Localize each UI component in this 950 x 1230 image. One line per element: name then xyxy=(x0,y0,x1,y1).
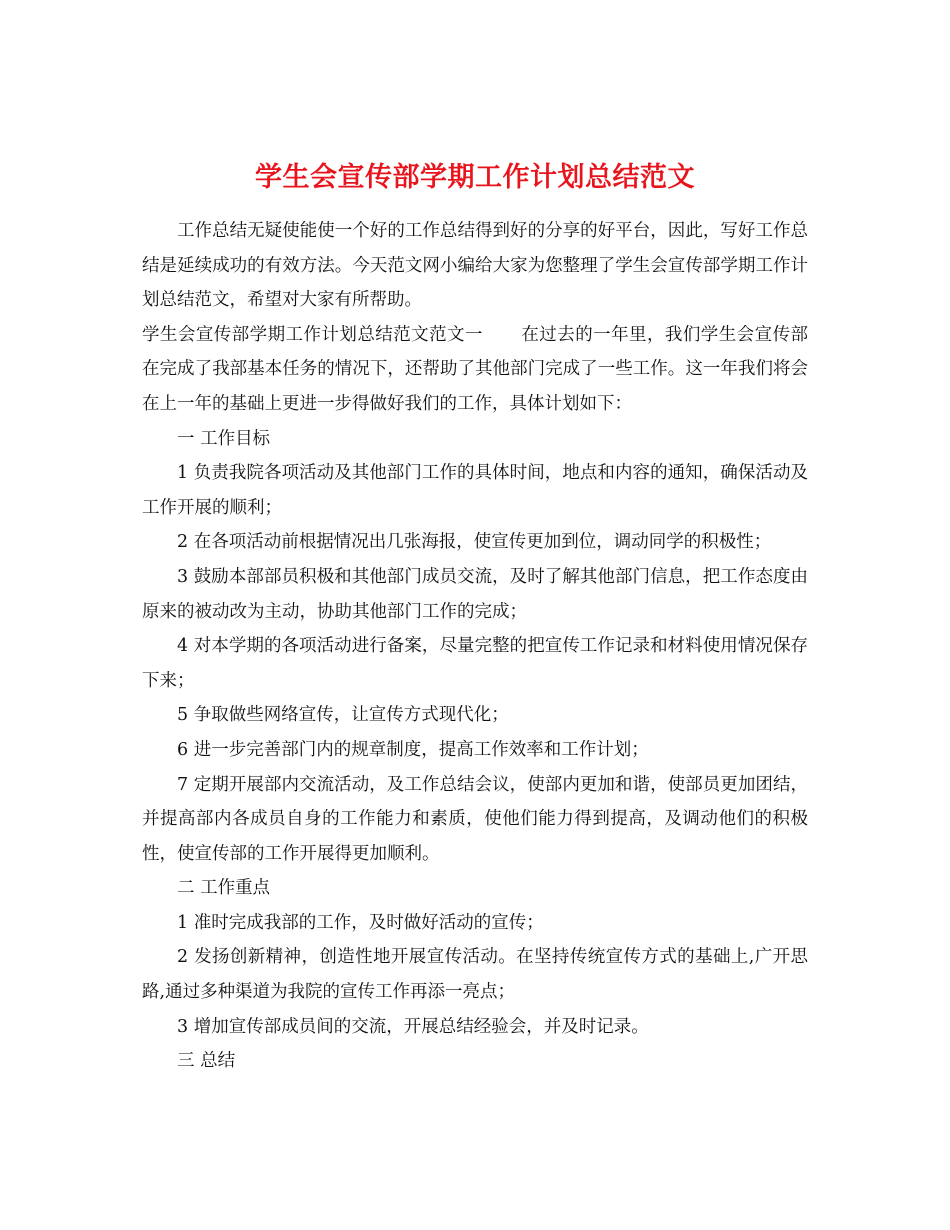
sample-paragraph xyxy=(142,318,808,422)
intro-paragraph: 工作总结无疑使能使一个好的工作总结得到好的分享的好平台，因此，写好工作总结是延续成功的有效方法。今天范文网小编给大家为您整理了学生会宣传部学期工作计划总结范文，希望对大家有所帮助。 xyxy=(142,221,808,311)
goal-item: 5 争取做些网络宣传，让宣传方式现代化； xyxy=(177,705,509,726)
goal-item: 1 负责我院各项活动及其他部门工作的具体时间，地点和内容的通知，确保活动及工作开展的顺利； xyxy=(142,463,808,518)
document-body xyxy=(142,214,808,1079)
goal-item: 4 对本学期的各项活动进行备案，尽量完整的把宣传工作记录和材料使用情况保存下来； xyxy=(142,636,808,691)
goal-item: 2 在各项活动前根据情况出几张海报，使宣传更加到位，调动同学的积极性； xyxy=(177,532,772,553)
sample-lead: 在过去的一年里，我们学生会宣传部在完成了我部基本任务的情况下，还帮助了其他部门完成了一些工作。这一年我们将会在上一年的基础上更进一步得做好我们的工作，具体计划如下： xyxy=(142,324,809,414)
document-title: 学生会宣传部学期工作计划总结范文 xyxy=(255,162,695,194)
goal-item: 3 鼓励本部部员积极和其他部门成员交流，及时了解其他部门信息，把工作态度由原来的被动改为主动，协助其他部门工作的完成； xyxy=(142,566,808,622)
section-heading-summary: 三 总结 xyxy=(177,1051,236,1072)
sample-heading: 学生会宣传部学期工作计划总结范文范文一 xyxy=(142,324,483,345)
goal-item: 6 进一步完善部门内的规章制度，提高工作效率和工作计划； xyxy=(177,739,649,760)
goal-item: 7 定期开展部内交流活动，及工作总结会议，使部内更加和谐，使部员更加团结，并提高部内各成员自身的工作能力和素质，使他们能力得到提高，及调动他们的积极性，使宣传部的工作开展得更加顺利。 xyxy=(142,774,808,864)
focus-item: 1 准时完成我部的工作，及时做好活动的宣传； xyxy=(177,912,544,933)
section-heading-focus: 二 工作重点 xyxy=(177,878,271,899)
section-heading-goals: 一 工作目标 xyxy=(177,428,271,449)
focus-item: 3 增加宣传部成员间的交流，开展总结经验会，并及时记录。 xyxy=(177,1016,649,1037)
focus-item: 2 发扬创新精神，创造性地开展宣传活动。在坚持传统宣传方式的基础上,广开思路,通过多种渠道为我院的宣传工作再添一亮点； xyxy=(142,947,808,1003)
